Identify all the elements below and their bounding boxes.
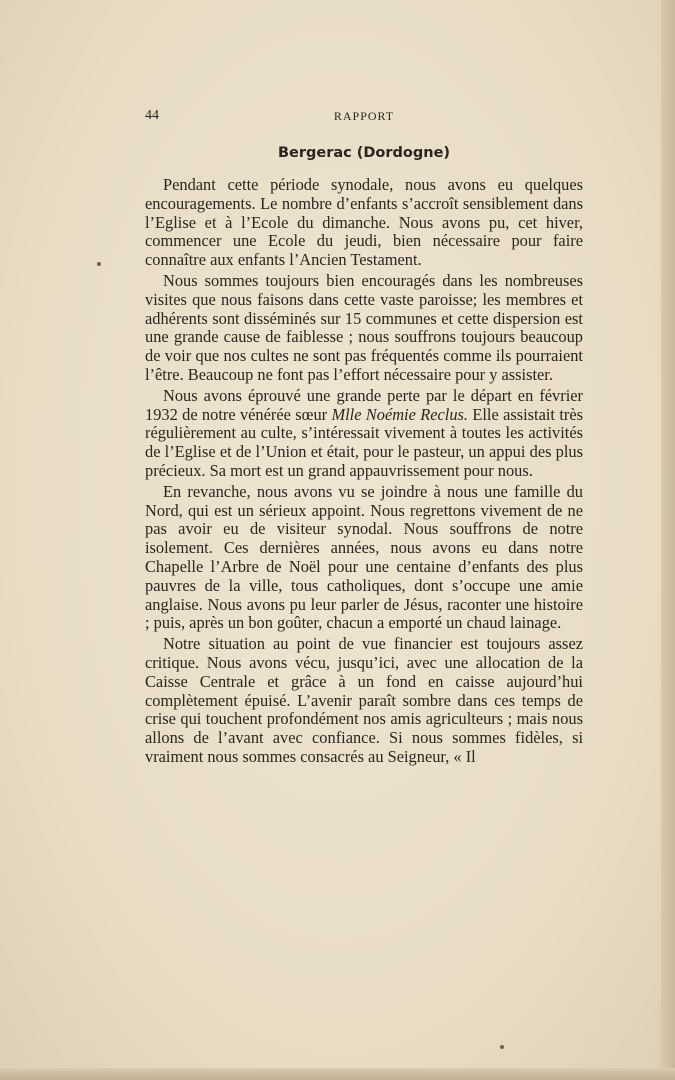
paragraph-text: Nous avons éprouvé une grande perte par le départ en février 1932 de notre vénérée sœur [145, 385, 583, 424]
section-title: Bergerac (Dordogne) [277, 145, 451, 161]
page-edge [661, 0, 675, 1080]
paragraph: Nous sommes toujours bien encouragés dans les nombreuses visites que nous faisons dans cette vaste paroisse; les membres et adhérents sont disséminés sur 15 communes et cette dispersion est une grande cause de faiblesse ; nous souffrons toujours beaucoup de voir que nos cultes ne sont pas fréquentés comme ils pourraient l’être. Beaucoup ne font pas l’effort nécessaire pour y assister. [145, 270, 583, 384]
person-name: Mlle Noémie Reclus. [331, 404, 469, 424]
body-text [145, 176, 583, 769]
paragraph [145, 387, 583, 481]
page-header [145, 108, 583, 126]
paragraph-text: Elle assistait très régulièrement au culte, s’intéressait vivement à toutes les activités de l’Eglise et de l’Union et était, pour le pasteur, un appui des plus précieux. Sa mort est un grand appauvrissement pour nous. [145, 404, 583, 480]
paragraph: Pendant cette période synodale, nous avons eu quelques encouragements. Le nombre d’enfants s’accroît sensiblement dans l’Eglise et à l’Ecole du dimanche. Nous avons pu, cet hiver, commencer une Ecole du jeudi, bien nécessaire pour faire connaître aux enfants l’Ancien Testament. [145, 175, 583, 270]
paragraph: En revanche, nous avons vu se joindre à nous une famille du Nord, qui est un sérieux appoint. Nous regrettons vivement de ne pas avoir eu de visiteur synodal. Nous souffrons de notre isolement. Ces dernières années, nous avons eu dans notre Chapelle l’Arbre de Noël pour une centaine d’enfants des plus pauvres de la ville, tous catholiques, dont s’occupe une amie anglaise. Nous avons pu leur parler de Jésus, raconter une histoire ; puis, après un bon goûter, chacun a emporté un chaud lainage. [145, 481, 583, 633]
page-bottom-edge [0, 1068, 675, 1080]
paragraph: Notre situation au point de vue financier est toujours assez critique. Nous avons vécu, jusqu’ici, avec une allocation de la Caisse Centrale et grâce à un fond en caisse aujourd’hui complètement épuisé. L’avenir paraît sombre dans ces temps de crise qui touchent profondément nos amis agriculteurs ; mais nous allons de l’avant avec confiance. Si nous sommes fidèles, si vraiment nous sommes consacrés au Seigneur, « Il [145, 634, 583, 766]
ink-speck [97, 262, 101, 266]
running-head: RAPPORT [333, 109, 395, 123]
page-number: 44 [145, 108, 159, 123]
ink-speck [500, 1045, 504, 1049]
